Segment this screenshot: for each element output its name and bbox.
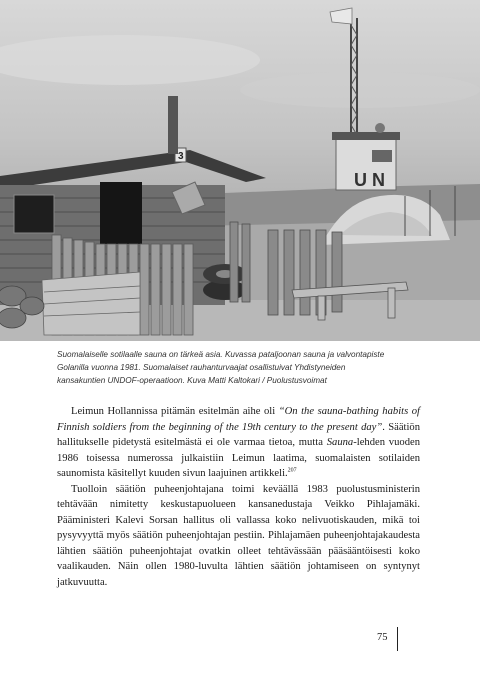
lecture-title: “On the sauna-bathing habits of Finnish soldiers from the beginning of the 19th century to the present day” bbox=[57, 406, 420, 433]
leaning-boards bbox=[42, 272, 140, 335]
radio-mast bbox=[330, 8, 357, 135]
un-observation-post bbox=[332, 123, 400, 190]
sauna-number: 3 bbox=[178, 151, 184, 162]
photo-caption bbox=[57, 348, 417, 387]
paragraph-1-rest: -lehden vuoden 1986 toisessa numerossa julkaistiin Leimun laatima, suomalaisten sotilaiden saunomista käsitellyt kuuden sivun laajuinen artikkeli. bbox=[57, 437, 420, 479]
caption-line: kansakuntien UNDOF-operaatioon. Kuva Matti Kaltokari / Puolustusvoimat bbox=[57, 376, 327, 385]
footnote-marker[interactable]: 207 bbox=[287, 467, 297, 474]
page-number: 75 bbox=[377, 632, 388, 643]
photo-illustration bbox=[0, 0, 480, 341]
body-text bbox=[57, 404, 420, 590]
caption-line: Golanilla vuonna 1981. Suomalaiset rauhanturvaajat osallistuivat Yhdistyneiden bbox=[57, 363, 346, 372]
paragraph-1-intro: Leimun Hollannissa pitämän esitelmän aihe oli bbox=[71, 406, 279, 417]
magazine-name: Sauna bbox=[326, 437, 354, 448]
page-number-rule bbox=[397, 627, 398, 651]
un-sign: U N bbox=[354, 170, 385, 190]
paragraph-1-text: . Säätiön hallitukselle pidetystä esitelmästä ei ole varmaa tietoa, mutta bbox=[57, 421, 420, 448]
paragraph-1 bbox=[57, 404, 420, 482]
paragraph-2: Tuolloin säätiön puheenjohtajana toimi keväällä 1983 puolustusministerin tehtävään nimitetty keskustapuolueen kansanedustaja Veikko Pihlajamäki. Pääministeri Kalevi Sorsan hallitus oli vallassa koko nelivuotiskauden, mikä toi pysyvyyttä myös säätiön puheenjohtajan pestiin. Pihlajamäen puheenjohtajakaudesta lähtien säätiön puheenjohtajat ovatkin olleet tehtävässään pääsääntöisesti koko vaalikauden. Näin ollen 1980-luvulta lähtien säätiön johtamiseen on syntynyt jatkuvuutta. bbox=[57, 483, 420, 588]
caption-line: Suomalaiselle sotilaalle sauna on tärkeä asia. Kuvassa pataljoonan sauna ja valvontapiste bbox=[57, 350, 385, 359]
photograph-sauna-golan bbox=[0, 0, 480, 341]
